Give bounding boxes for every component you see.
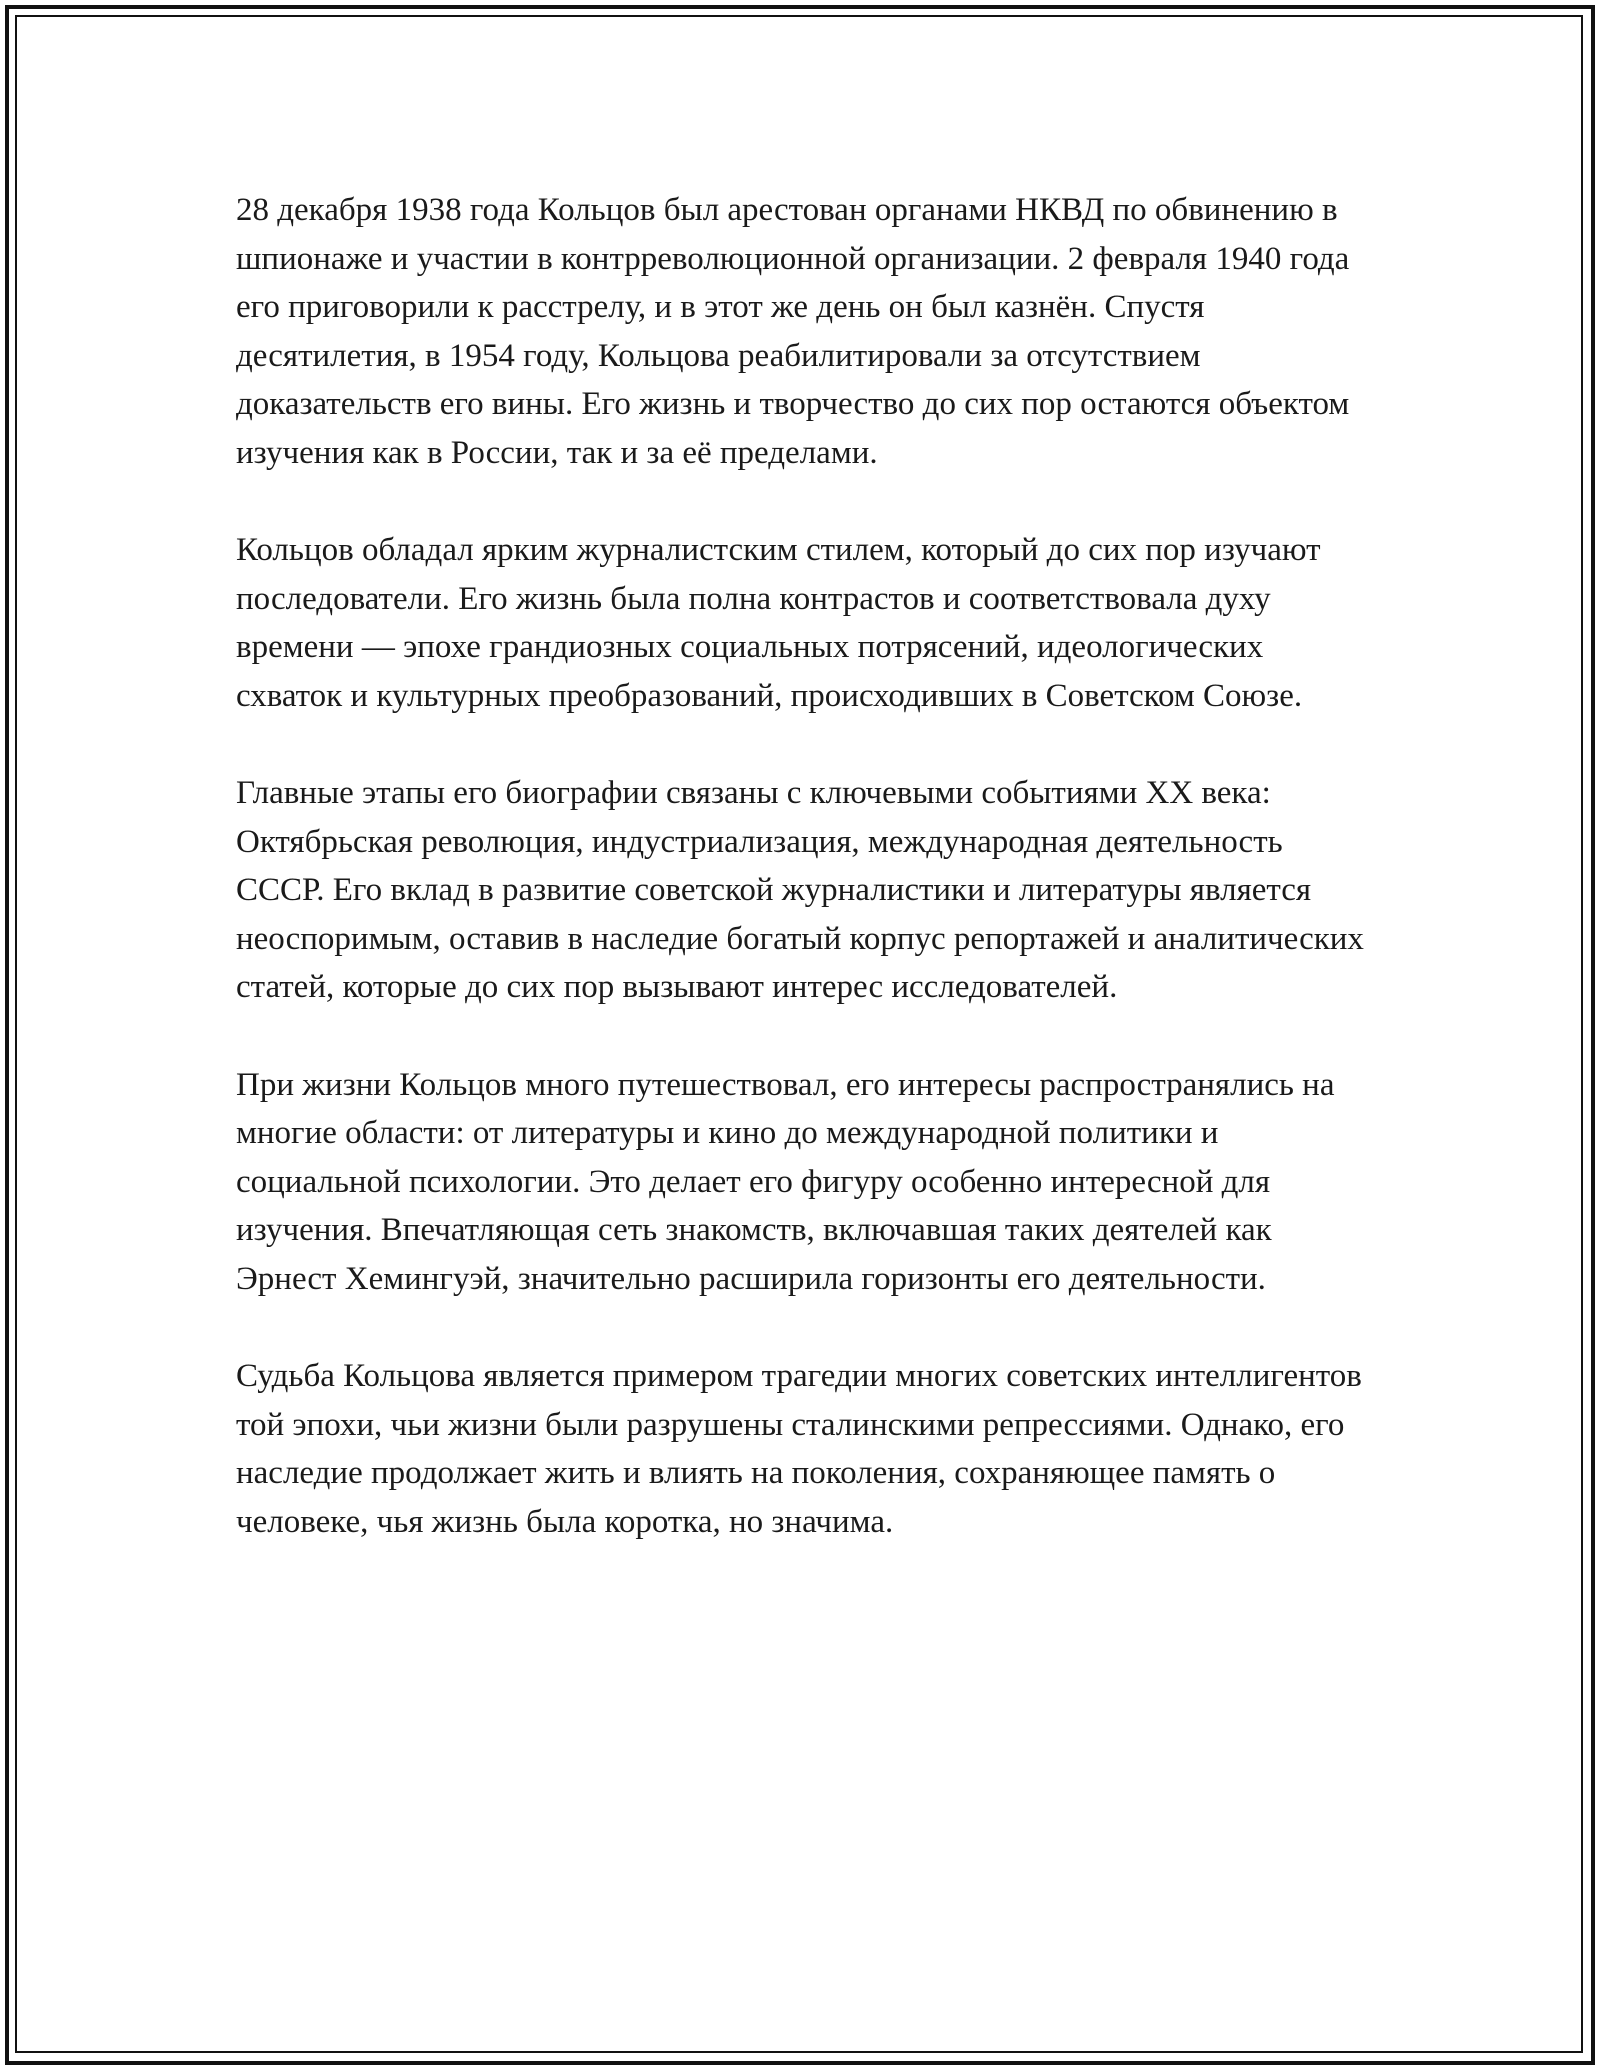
paragraph-style: Кольцов обладал ярким журналистским стилем, который до сих пор изучают последователи. Его жизнь была полна контрастов и соответствовала духу времени — эпохе грандиозных социальных потрясений, идеологических схваток и культурных преобразований, происходивших в Советском Союзе.	[236, 532, 1321, 714]
paragraph-legacy: Судьба Кольцова является примером трагедии многих советских интеллигентов той эпохи, чьи жизни были разрушены сталинскими репрессиями. Однако, его наследие продолжает жить и влиять на поколения, сохраняющее память о человеке, чья жизнь была коротка, но значима.	[236, 1358, 1362, 1540]
paragraph-biography: Главные этапы его биографии связаны с ключевыми событиями XX века: Октябрьская революция, индустриализация, международная деятельность СССР. Его вклад в развитие советской журналистики и литературы является неоспоримым, оставив в наследие богатый корпус репортажей и аналитических статей, которые до сих пор вызывают интерес исследователей.	[236, 775, 1364, 1005]
paragraph-travels: При жизни Кольцов много путешествовал, его интересы распространялись на многие области: от литературы и кино до международной политики и социальной психологии. Это делает его фигуру особенно интересной для изучения. Впечатляющая сеть знакомств, включавшая таких деятелей как Эрнест Хемингуэй, значительно расширила горизонты его деятельности.	[236, 1066, 1335, 1297]
paragraph-arrest: 28 декабря 1938 года Кольцов был арестован органами НКВД по обвинению в шпионаже и участии в контрреволюционной организации. 2 февраля 1940 года его приговорили к расстрелу, и в этот же день он был казнён. Спустя десятилетия, в 1954 году, Кольцова реабилитировали за отсутствием доказательств его вины. Его жизнь и творчество до сих пор остаются объектом изучения как в России, так и за её пределами.	[236, 192, 1350, 471]
document-body	[236, 186, 1376, 1595]
